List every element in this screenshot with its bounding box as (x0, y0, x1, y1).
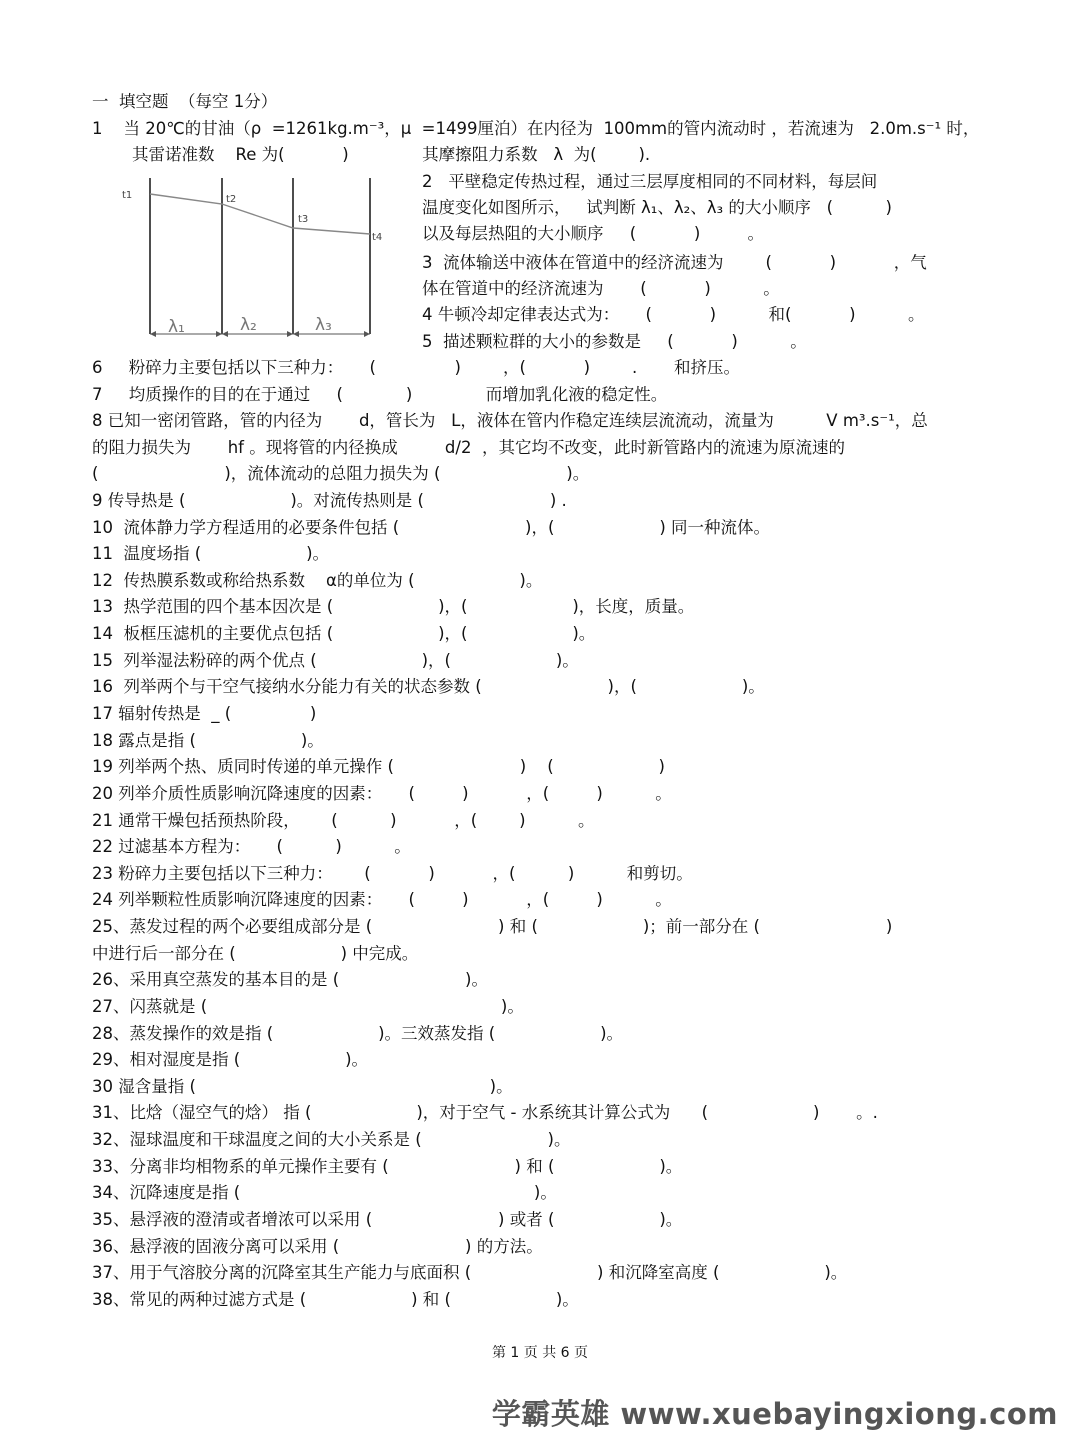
question-8-line-2: 的阻力损失为 hf 。现将管的内径换成 d/2 ，其它均不改变，此时新管路内的流速为原流速的 (92, 438, 845, 457)
question-29: 29、相对湿度是指 ( )。 (92, 1050, 369, 1069)
question-3-line-1: 3 流体输送中液体在管道中的经济流速为 ( ) ，气 (422, 253, 927, 272)
question-1-line-2: 其雷诺准数 Re 为( ) 其摩擦阻力系数 λ 为( ). (132, 145, 651, 164)
label-t4: t4 (372, 232, 383, 243)
question-25-line-2: 中进行后一部分在 ( ) 中完成。 (92, 944, 419, 963)
question-33: 33、分离非均相物系的单元操作主要有 ( ) 和 ( )。 (92, 1157, 683, 1176)
question-34: 34、沉降速度是指 ( )。 (92, 1183, 557, 1202)
question-8-line-3: ( )，流体流动的总阻力损失为 ( )。 (92, 464, 590, 483)
question-26: 26、采用真空蒸发的基本目的是 ( )。 (92, 970, 488, 989)
watermark: 学霸英雄 www.xuebayingxiong.com (491, 1397, 1058, 1431)
question-35: 35、悬浮液的澄清或者增浓可以采用 ( ) 或者 ( )。 (92, 1210, 683, 1229)
question-30: 30 湿含量指 ( )。 (92, 1077, 513, 1096)
label-t1: t1 (122, 190, 133, 201)
question-38: 38、常见的两种过滤方式是 ( ) 和 ( )。 (92, 1290, 579, 1309)
wall-temperature-figure (120, 172, 390, 354)
label-lambda2: λ₂ (240, 315, 257, 335)
question-3-line-2: 体在管道中的经济流速为 ( ) 。 (422, 279, 780, 298)
question-23: 23 粉碎力主要包括以下三种力： ( ) ，( ) 和剪切。 (92, 864, 693, 883)
label-t3: t3 (298, 214, 309, 225)
question-19: 19 列举两个热、质同时传递的单元操作 ( ) ( ) (92, 757, 665, 776)
question-27: 27、闪蒸就是 ( )。 (92, 997, 524, 1016)
question-13: 13 热学范围的四个基本因次是 ( )，( )，长度，质量。 (92, 597, 695, 616)
label-lambda1: λ₁ (168, 317, 185, 337)
question-2-line-3: 以及每层热阻的大小顺序 ( ) 。 (422, 224, 764, 243)
question-31: 31、比焓（湿空气的焓） 指 ( )，对于空气 - 水系统其计算公式为 ( ) 。. (92, 1103, 878, 1122)
question-28: 28、蒸发操作的效是指 ( )。三效蒸发指 ( )。 (92, 1024, 624, 1043)
question-4: 4 牛顿冷却定律表达式为： ( ) 和( ) 。 (422, 305, 925, 324)
question-2-line-2: 温度变化如图所示， 试判断 λ₁、λ₂、λ₃ 的大小顺序 ( ) (422, 198, 892, 217)
question-1-line-1: 1 当 20℃的甘油（ρ =1261kg.m⁻³，μ =1499厘泊）在内径为 100mm的管内流动时 ，若流速为 2.0m.s⁻¹ 时， (92, 119, 980, 138)
question-24: 24 列举颗粒性质影响沉降速度的因素： ( ) ，( ) 。 (92, 890, 672, 909)
question-10: 10 流体静力学方程适用的必要条件包括 ( )，( ) 同一种流体。 (92, 518, 770, 537)
question-8-line-1: 8 已知一密闭管路，管的内径为 d，管长为 L，液体在管内作稳定连续层流流动，流量为 V m³.s⁻¹，总 (92, 411, 928, 430)
temperature-profile (150, 194, 370, 234)
question-9: 9 传导热是 ( )。对流传热则是 ( ) . (92, 491, 567, 510)
question-6: 6 粉碎力主要包括以下三种力： ( ) ，( ) . 和挤压。 (92, 358, 740, 377)
question-17: 17 辐射传热是 _ ( ) (92, 704, 317, 723)
question-37: 37、用于气溶胶分离的沉降室其生产能力与底面积 ( ) 和沉降室高度 ( )。 (92, 1263, 848, 1282)
question-14: 14 板框压滤机的主要优点包括 ( )，( )。 (92, 624, 596, 643)
label-lambda3: λ₃ (315, 315, 332, 335)
question-5: 5 描述颗粒群的大小的参数是 ( ) 。 (422, 332, 807, 351)
question-20: 20 列举介质性质影响沉降速度的因素： ( ) ，( ) 。 (92, 784, 672, 803)
section-title: 一 填空题 （每空 1分） (92, 92, 278, 111)
question-22: 22 过滤基本方程为： ( ) 。 (92, 837, 411, 856)
question-36: 36、悬浮液的固液分离可以采用 ( ) 的方法。 (92, 1237, 543, 1256)
page-footer: 第 1 页 共 6 页 (491, 1345, 589, 1361)
question-7: 7 均质操作的目的在于通过 ( ) 而增加乳化液的稳定性。 (92, 385, 668, 404)
question-25-line-1: 25、蒸发过程的两个必要组成部分是 ( ) 和 ( )；前一部分在 ( ) (92, 917, 893, 936)
question-32: 32、湿球温度和干球温度之间的大小关系是 ( )。 (92, 1130, 571, 1149)
question-15: 15 列举湿法粉碎的两个优点 ( )，( )。 (92, 651, 579, 670)
question-21: 21 通常干燥包括预热阶段， ( ) ，( ) 。 (92, 811, 595, 830)
question-2-line-1: 2 平壁稳定传热过程，通过三层厚度相同的不同材料，每层间 (422, 172, 878, 191)
question-16: 16 列举两个与干空气接纳水分能力有关的状态参数 ( )，( )。 (92, 677, 765, 696)
question-18: 18 露点是指 ( )。 (92, 731, 324, 750)
question-11: 11 温度场指 ( )。 (92, 544, 330, 563)
question-12: 12 传热膜系数或称给热系数 α的单位为 ( )。 (92, 571, 543, 590)
label-t2: t2 (226, 194, 237, 205)
